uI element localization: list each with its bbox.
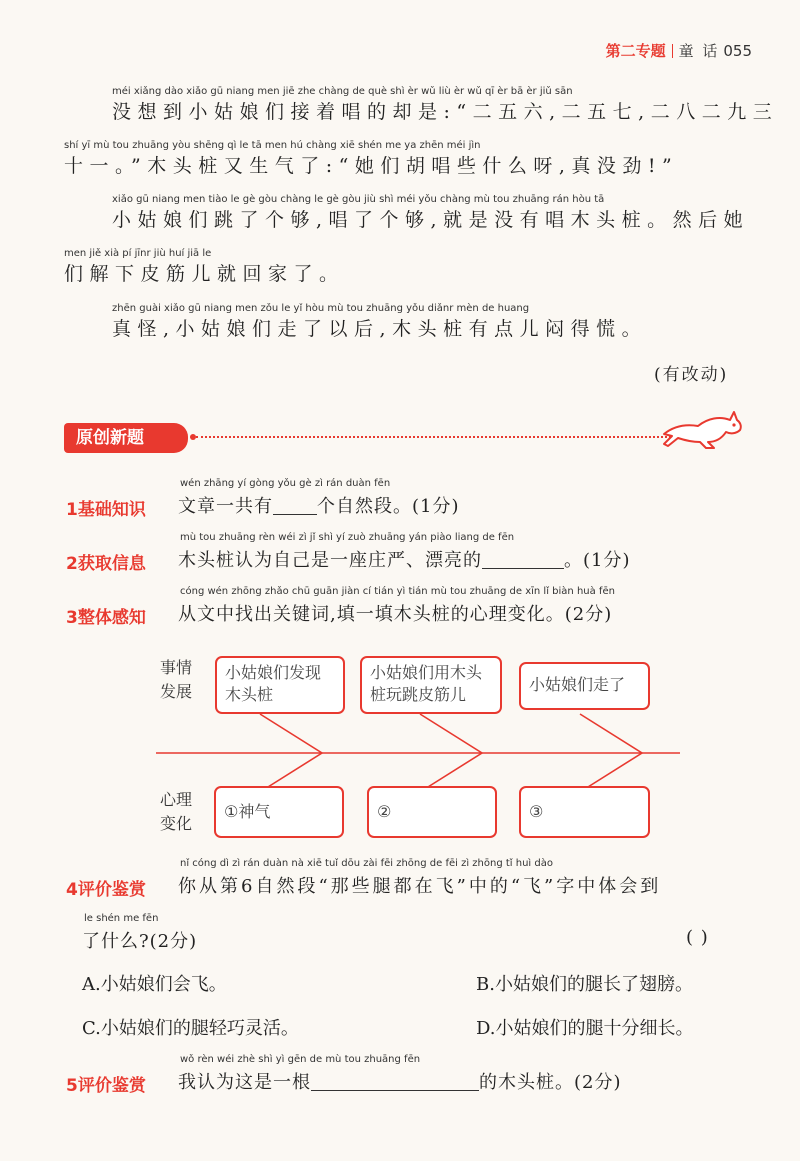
q2-prefix: 木头桩认为自己是一座庄严、漂亮的 [178, 550, 482, 571]
pinyin-line: shí yī mù tou zhuāng yòu shēng qì le tā men hú chàng xiē shén me ya zhēn méi jìn [64, 140, 481, 151]
diagram-top-label: 事情 发展 [160, 658, 193, 701]
option-a[interactable]: A.小姑娘们会飞。 [82, 974, 227, 995]
q1-answer-blank[interactable] [273, 496, 317, 515]
dotted-divider [196, 436, 671, 438]
option-c[interactable]: C.小姑娘们的腿轻巧灵活。 [82, 1018, 299, 1039]
q2-suffix: 。(1分) [564, 550, 631, 571]
story-line: 真怪,小姑娘们走了以后,木头桩有点儿闷得慌。 [112, 318, 648, 340]
section-name: 第二专题 [605, 42, 666, 60]
q4-label: 4评价鉴赏 [66, 880, 146, 900]
story-line: 没想到小姑娘们接着唱的却是:“二五六,二五七,二八二九三 [112, 101, 779, 123]
running-cat-icon [660, 404, 744, 450]
q4-line1: 你从第6自然段“那些腿都在飞”中的“飞”字中体会到 [178, 876, 662, 897]
pinyin-line: mù tou zhuāng rèn wéi zì jǐ shì yí zuò zhuāng yán piào liang de fēn [180, 532, 515, 543]
story-line: 们解下皮筋儿就回家了。 [64, 263, 345, 285]
option-b[interactable]: B.小姑娘们的腿长了翅膀。 [476, 974, 693, 995]
pinyin-line: méi xiǎng dào xiǎo gū niang men jiē zhe chàng de què shì èr wǔ liù èr wǔ qī èr bā èr jiǔ sān [112, 86, 573, 97]
q5-label: 5评价鉴赏 [66, 1076, 146, 1096]
event-box-1: 小姑娘们发现 木头桩 [215, 656, 345, 714]
q5-text [178, 1068, 622, 1094]
q1-text [178, 492, 460, 518]
pinyin-line: wǒ rèn wéi zhè shì yì gēn de mù tou zhuāng fēn [180, 1054, 421, 1065]
page-header [606, 40, 752, 61]
q1-prefix: 文章一共有 [178, 496, 273, 517]
header-divider [672, 44, 673, 58]
event-box-3: 小姑娘们走了 [519, 662, 650, 710]
q4-answer-paren[interactable]: ( ) [686, 927, 709, 948]
chapter-name: 童 话 [678, 42, 720, 60]
source-note: (有改动) [654, 365, 729, 385]
q5-prefix: 我认为这是一根 [178, 1072, 311, 1093]
story-line: 小姑娘们跳了个够,唱了个够,就是没有唱木头桩。然后她 [112, 209, 750, 231]
pinyin-line: nǐ cóng dì zì rán duàn nà xiē tuǐ dōu zài fēi zhōng de fēi zì zhōng tǐ huì dào [180, 858, 553, 869]
q2-answer-blank[interactable] [482, 550, 564, 569]
q3-text: 从文中找出关键词,填一填木头桩的心理变化。(2分) [178, 604, 613, 625]
q2-text [178, 546, 631, 572]
pinyin-line: wén zhāng yí gòng yǒu gè zì rán duàn fēn [180, 478, 391, 489]
story-line: 十一。”木头桩又生气了:“她们胡唱些什么呀,真没劲!” [64, 155, 679, 177]
event-box-2: 小姑娘们用木头 桩玩跳皮筋儿 [360, 656, 502, 714]
diagram-bottom-label: 心理 变化 [160, 790, 193, 833]
feeling-box-1[interactable]: ①神气 [214, 786, 344, 838]
pinyin-line: cóng wén zhōng zhǎo chū guān jiàn cí tián yì tián mù tou zhuāng de xīn lǐ biàn huà fēn [180, 586, 615, 597]
q3-label: 3整体感知 [66, 608, 146, 628]
section-banner: 原创新题 [64, 423, 188, 453]
feeling-box-2[interactable]: ② [367, 786, 497, 838]
option-d[interactable]: D.小姑娘们的腿十分细长。 [476, 1018, 694, 1039]
q1-suffix: 个自然段。(1分) [317, 496, 460, 517]
pinyin-line: xiǎo gū niang men tiào le gè gòu chàng le gè gòu jiù shì méi yǒu chàng mù tou zhuāng rán hòu tā [112, 194, 605, 205]
q4-line2: 了什么?(2分) [82, 931, 198, 952]
feeling-box-3[interactable]: ③ [519, 786, 650, 838]
page-number: 055 [723, 42, 752, 60]
pinyin-line: zhēn guài xiǎo gū niang men zǒu le yǐ hòu mù tou zhuāng yǒu diǎnr mèn de huang [112, 303, 530, 314]
pinyin-line: le shén me fēn [84, 913, 159, 924]
q1-label: 1基础知识 [66, 500, 146, 520]
q5-answer-blank[interactable] [311, 1072, 479, 1091]
q5-suffix: 的木头桩。(2分) [479, 1072, 622, 1093]
q2-label: 2获取信息 [66, 554, 146, 574]
pinyin-line: men jiě xià pí jīnr jiù huí jiā le [64, 248, 212, 259]
